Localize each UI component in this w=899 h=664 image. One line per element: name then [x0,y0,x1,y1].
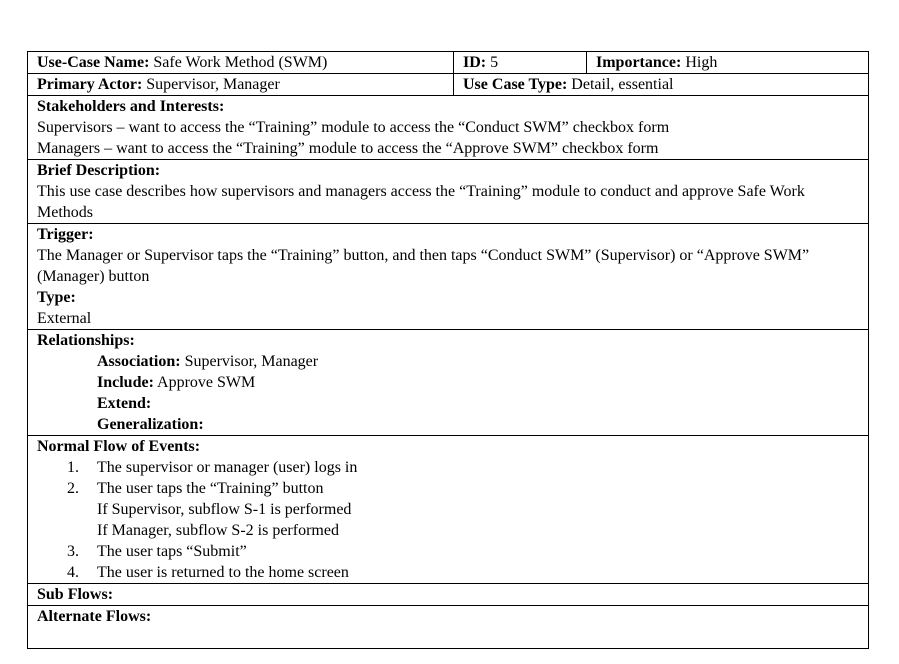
brief-description-text: This use case describes how supervisors and managers access the “Training” module to conduct and approve Safe Work Methods [37,183,805,221]
id-label: ID: [463,54,487,71]
type-label: Type: [37,289,76,306]
use-case-name-cell [28,52,454,74]
flow-step-number: 1. [67,459,79,476]
include-value: Approve SWM [157,374,256,391]
flow-step-number: 2. [67,480,79,497]
id-value: 5 [490,54,499,71]
brief-description-row [28,160,869,224]
extend-label: Extend: [97,395,152,412]
flow-step-text: The user taps “Submit” [97,543,247,560]
normal-flow-row [28,436,869,584]
use-case-type-label: Use Case Type: [463,76,568,93]
type-value: External [37,310,92,327]
include-label: Include: [97,374,154,391]
primary-actor-cell [28,74,454,96]
sub-flows-row [28,584,869,606]
flow-step-text: The user is returned to the home screen [97,564,349,581]
stakeholders-row [28,96,869,160]
alternate-flows-cell [28,606,869,649]
importance-label: Importance: [596,54,682,71]
trigger-row [28,224,869,330]
flow-step-number: 3. [67,543,79,560]
alternate-flows-label: Alternate Flows: [37,608,152,625]
trigger-cell [28,224,869,330]
normal-flow-cell [28,436,869,584]
use-case-name-row [28,52,869,74]
brief-description-label: Brief Description: [37,162,161,179]
association-line [37,351,859,372]
trigger-text: The Manager or Supervisor taps the “Training” button, and then taps “Conduct SWM” (Supervisor) or “Approve SWM” (Manager) button [37,247,810,285]
flow-substep: If Manager, subflow S-2 is performed [97,522,339,539]
use-case-table [27,51,869,649]
importance-cell [587,52,869,74]
association-value: Supervisor, Manager [184,353,319,370]
generalization-label: Generalization: [97,416,204,433]
flow-step-number: 4. [67,564,79,581]
stakeholder-supervisors: Supervisors – want to access the “Training” module to access the “Conduct SWM” checkbox form [37,119,670,136]
primary-actor-value: Supervisor, Manager [146,76,280,93]
flow-step-text: The supervisor or manager (user) logs in [97,459,358,476]
flow-step [37,541,859,562]
association-label: Association: [97,353,181,370]
brief-description-cell [28,160,869,224]
sub-flows-label: Sub Flows: [37,586,114,603]
stakeholder-managers: Managers – want to access the “Training” module to access the “Approve SWM” checkbox form [37,140,659,157]
use-case-name-label: Use-Case Name: [37,54,150,71]
relationships-label: Relationships: [37,332,135,349]
relationships-cell [28,330,869,436]
actor-row [28,74,869,96]
normal-flow-list [37,457,859,583]
relationships-row [28,330,869,436]
alternate-flows-row [28,606,869,649]
sub-flows-cell [28,584,869,606]
include-line [37,372,859,393]
flow-step [37,562,859,583]
trigger-label: Trigger: [37,226,94,243]
flow-step [37,478,859,541]
use-case-type-value: Detail, essential [571,76,674,93]
primary-actor-label: Primary Actor: [37,76,143,93]
id-cell [454,52,587,74]
use-case-name-value: Safe Work Method (SWM) [153,54,328,71]
importance-value: High [685,54,718,71]
stakeholders-label: Stakeholders and Interests: [37,98,225,115]
flow-step-text: The user taps the “Training” button [97,480,324,497]
stakeholders-cell [28,96,869,160]
flow-substep: If Supervisor, subflow S-1 is performed [97,501,352,518]
flow-step [37,457,859,478]
normal-flow-label: Normal Flow of Events: [37,438,201,455]
use-case-type-cell [454,74,869,96]
